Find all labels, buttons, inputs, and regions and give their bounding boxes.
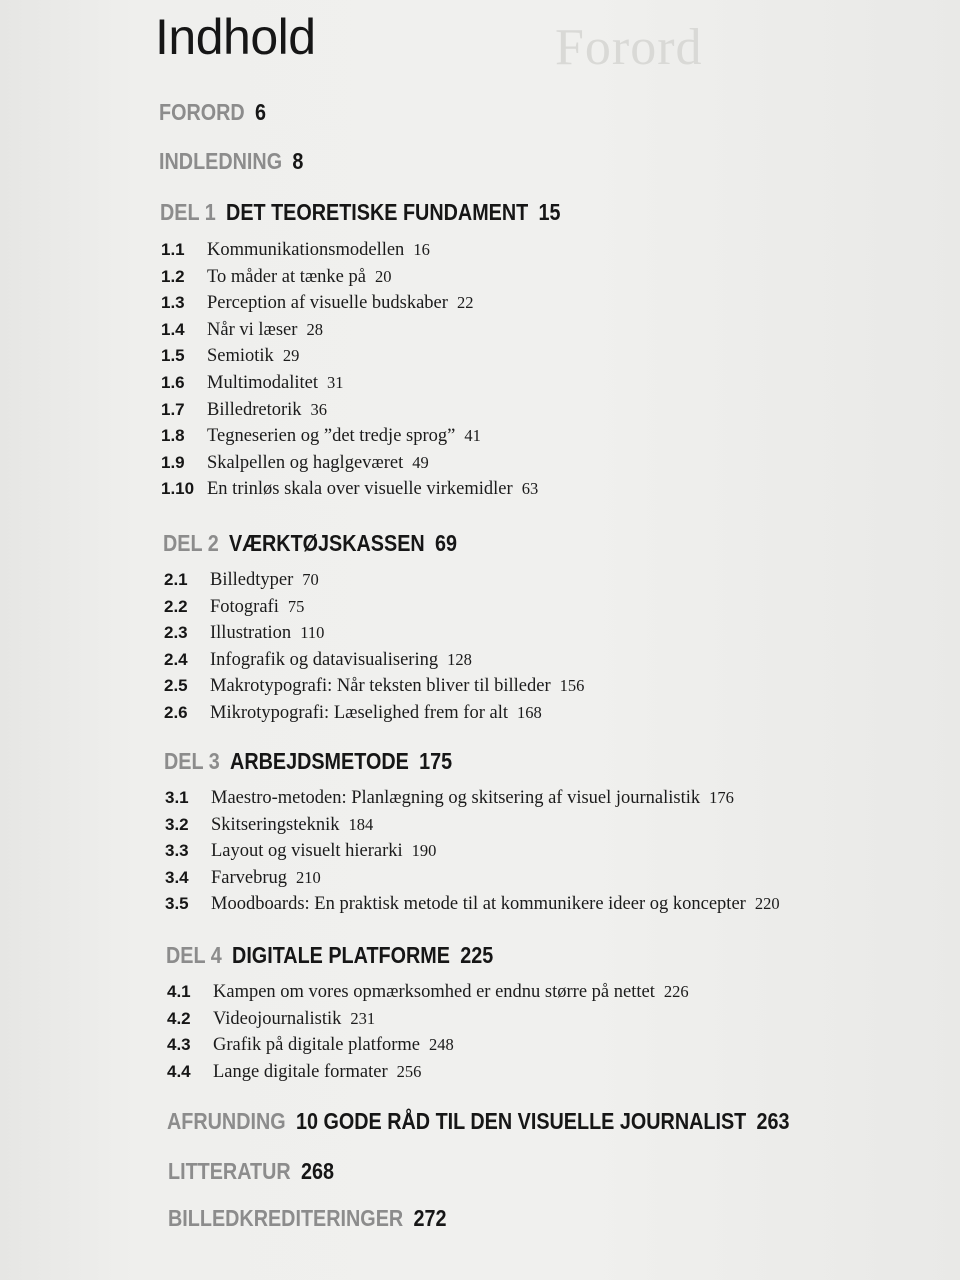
toc-billedkrediteringer xyxy=(168,1205,446,1232)
entry-page: 49 xyxy=(412,452,429,472)
toc-entry xyxy=(161,237,538,264)
toc-entry xyxy=(167,979,689,1006)
entry-number: 1.8 xyxy=(161,426,185,446)
toc-entry xyxy=(165,812,780,839)
toc-entry xyxy=(167,1006,689,1033)
entry-number: 1.7 xyxy=(161,399,185,419)
toc-entry xyxy=(161,423,538,450)
section-label: BILLEDKREDITERINGER xyxy=(168,1205,404,1231)
section-label: LITTERATUR xyxy=(168,1158,291,1184)
entry-title: Maestro-metoden: Planlægning og skitsering af visuel journalistik xyxy=(211,788,701,808)
entry-number: 3.3 xyxy=(165,841,189,861)
entry-title: Semiotik xyxy=(207,346,274,367)
entry-title: Illustration xyxy=(210,623,292,644)
entry-number: 3.2 xyxy=(165,814,189,834)
toc-entry xyxy=(161,397,538,424)
entry-page: 168 xyxy=(516,702,542,722)
entry-title: Makrotypografi: Når teksten bliver til billeder xyxy=(210,676,551,697)
bleed-through-text: Forord xyxy=(555,19,703,76)
entry-page: 110 xyxy=(300,623,325,643)
section-page: 272 xyxy=(413,1205,447,1231)
part-page: 69 xyxy=(434,530,457,556)
entry-title: Farvebrug xyxy=(211,867,288,888)
toc-forord xyxy=(159,99,266,126)
section-label: AFRUNDING xyxy=(167,1108,286,1134)
entry-page: 29 xyxy=(282,346,300,366)
toc-entry xyxy=(164,620,584,647)
toc-entry xyxy=(161,476,538,503)
entry-number: 3.5 xyxy=(165,894,189,914)
entry-page: 22 xyxy=(456,293,474,313)
entry-number: 1.5 xyxy=(161,346,185,366)
entry-number: 3.1 xyxy=(165,788,189,807)
entry-page: 36 xyxy=(310,399,328,419)
toc-entry xyxy=(164,700,584,727)
entry-number: 1.10 xyxy=(161,479,195,499)
toc-del1-list xyxy=(161,237,538,503)
entry-number: 4.1 xyxy=(167,982,191,1001)
toc-entry xyxy=(161,450,538,477)
entry-number: 2.3 xyxy=(164,623,188,643)
section-page: 268 xyxy=(301,1158,335,1184)
toc-entry xyxy=(165,785,780,812)
toc-del4-list xyxy=(167,979,689,1085)
toc-entry xyxy=(161,290,538,317)
entry-number: 1.3 xyxy=(161,293,185,313)
entry-page: 184 xyxy=(348,814,374,834)
entry-page: 128 xyxy=(447,649,472,669)
entry-number: 4.3 xyxy=(167,1035,191,1055)
entry-title: En trinløs skala over visuelle virkemidler xyxy=(207,479,513,500)
part-label: DEL 1 xyxy=(160,199,216,225)
entry-number: 2.1 xyxy=(164,570,188,589)
entry-number: 2.2 xyxy=(164,596,188,616)
entry-number: 1.1 xyxy=(161,240,185,259)
entry-page: 226 xyxy=(663,982,689,1001)
toc-litteratur xyxy=(168,1158,334,1185)
entry-page: 248 xyxy=(429,1035,454,1055)
entry-page: 176 xyxy=(709,788,734,807)
entry-title: To måder at tænke på xyxy=(207,266,366,287)
toc-entry xyxy=(161,264,538,291)
entry-page: 210 xyxy=(296,867,321,887)
entry-title: Lange digitale formater xyxy=(213,1061,388,1082)
entry-number: 4.2 xyxy=(167,1008,191,1028)
toc-entry xyxy=(167,1032,689,1059)
entry-page: 75 xyxy=(287,596,305,616)
toc-entry xyxy=(161,317,538,344)
toc-entry xyxy=(164,647,584,674)
part-page: 225 xyxy=(460,942,494,968)
toc-del3-list xyxy=(165,785,780,918)
toc-del4-heading xyxy=(166,942,493,969)
entry-number: 2.6 xyxy=(164,702,188,722)
page-title: Indhold xyxy=(155,9,316,65)
entry-page: 70 xyxy=(302,570,319,589)
entry-page: 256 xyxy=(396,1061,422,1081)
toc-del2-list xyxy=(164,567,584,727)
toc-del3-heading xyxy=(164,748,452,775)
section-label: INDLEDNING xyxy=(159,148,283,174)
entry-number: 1.4 xyxy=(161,319,185,339)
entry-title: Layout og visuelt hierarki xyxy=(211,841,403,862)
toc-entry xyxy=(165,838,780,865)
entry-page: 63 xyxy=(521,479,539,499)
entry-page: 190 xyxy=(411,841,437,861)
entry-title: Infografik og datavisualisering xyxy=(210,649,439,670)
part-page: 175 xyxy=(419,748,453,774)
entry-title: Tegneserien og ”det tredje sprog” xyxy=(207,426,456,447)
entry-title: Billedtyper xyxy=(210,570,294,590)
entry-page: 20 xyxy=(374,266,392,286)
toc-entry xyxy=(165,865,780,892)
entry-page: 31 xyxy=(327,372,344,392)
entry-page: 41 xyxy=(464,426,481,446)
entry-title: Videojournalistik xyxy=(213,1008,342,1029)
entry-title: Moodboards: En praktisk metode til at kommunikere ideer og koncepter xyxy=(211,894,746,915)
entry-number: 1.2 xyxy=(161,266,185,286)
section-title: 10 GODE RÅD TIL DEN VISUELLE JOURNALIST xyxy=(296,1108,747,1134)
toc-entry xyxy=(161,343,538,370)
entry-page: 220 xyxy=(754,894,780,914)
entry-number: 2.4 xyxy=(164,649,188,669)
part-label: DEL 3 xyxy=(164,748,220,774)
toc-entry xyxy=(167,1059,689,1086)
toc-entry xyxy=(165,891,780,918)
entry-title: Kampen om vores opmærksomhed er endnu større på nettet xyxy=(213,982,655,1002)
toc-del1-heading xyxy=(160,199,561,226)
entry-title: Fotografi xyxy=(210,596,279,617)
section-page: 6 xyxy=(255,99,267,125)
part-label: DEL 4 xyxy=(166,942,222,968)
toc-del2-heading xyxy=(163,530,457,557)
entry-title: Multimodalitet xyxy=(207,372,318,393)
entry-title: Når vi læser xyxy=(207,319,298,340)
toc-indledning xyxy=(159,148,303,175)
toc-entry xyxy=(161,370,538,397)
entry-number: 2.5 xyxy=(164,676,188,696)
toc-entry xyxy=(164,594,584,621)
entry-title: Skitseringsteknik xyxy=(211,814,340,835)
section-page: 263 xyxy=(756,1108,790,1134)
part-title: ARBEJDSMETODE xyxy=(230,748,409,774)
entry-title: Grafik på digitale platforme xyxy=(213,1035,421,1056)
section-page: 8 xyxy=(292,148,304,174)
entry-page: 156 xyxy=(559,676,585,696)
entry-title: Billedretorik xyxy=(207,399,302,420)
part-title: DIGITALE PLATFORME xyxy=(232,942,450,968)
entry-title: Kommunikationsmodellen xyxy=(207,240,405,260)
section-label: FORORD xyxy=(159,99,245,125)
entry-number: 1.6 xyxy=(161,372,185,392)
entry-page: 16 xyxy=(413,240,430,259)
entry-number: 1.9 xyxy=(161,452,185,472)
toc-afrunding xyxy=(167,1108,790,1135)
toc-entry xyxy=(164,567,584,594)
part-label: DEL 2 xyxy=(163,530,219,556)
entry-number: 4.4 xyxy=(167,1061,191,1081)
entry-title: Perception af visuelle budskaber xyxy=(207,293,448,314)
part-page: 15 xyxy=(538,199,561,225)
entry-page: 231 xyxy=(350,1008,376,1028)
entry-title: Mikrotypografi: Læselighed frem for alt xyxy=(210,702,508,723)
entry-title: Skalpellen og haglgeværet xyxy=(207,452,404,473)
part-title: VÆRKTØJSKASSEN xyxy=(229,530,425,556)
entry-number: 3.4 xyxy=(165,867,189,887)
entry-page: 28 xyxy=(306,319,323,339)
part-title: DET TEORETISKE FUNDAMENT xyxy=(226,199,529,225)
toc-entry xyxy=(164,673,584,700)
